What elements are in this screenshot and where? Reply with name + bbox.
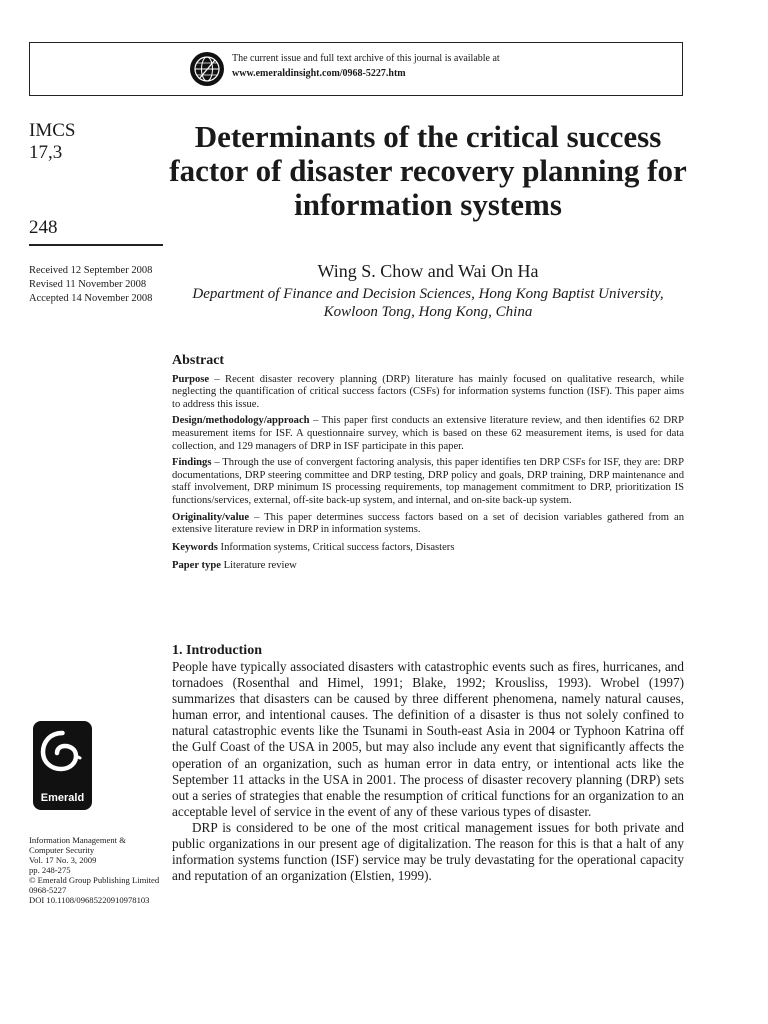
pubinfo-line: 0968-5227 — [29, 885, 67, 895]
section-label: Purpose — [172, 373, 210, 385]
abstract — [172, 355, 684, 573]
pubinfo-line: pp. 248-275 — [29, 865, 71, 875]
journal-url-link[interactable]: www.emeraldinsight.com/0968-5227.htm — [232, 68, 406, 79]
emerald-swirl-icon — [33, 721, 92, 785]
article-title: Determinants of the critical success factor of disaster recovery planning for information systems — [169, 119, 687, 222]
accepted-date: Accepted 14 November 2008 — [29, 293, 153, 304]
section-label: Design/methodology/approach — [172, 415, 310, 427]
journal-citation — [29, 120, 75, 164]
received-date: Received 12 September 2008 — [29, 265, 153, 276]
emerald-logo-text: Emerald — [40, 792, 85, 804]
affiliation-line: Kowloon Tong, Hong Kong, China — [323, 304, 533, 320]
pubinfo-line: Computer Security — [29, 845, 95, 855]
section-label: Findings — [172, 457, 212, 469]
section-heading: 1. Introduction — [172, 643, 262, 658]
banner-notice: The current issue and full text archive of this journal is available at — [232, 53, 500, 64]
abstract-heading: Abstract — [172, 353, 225, 368]
paragraph: People have typically associated disasters with catastrophic events such as fires, hurricanes, and tornadoes (Rosenthal and Himel, 1991; Blake, 1992; Krousliss, 1993). Wrobel (1997) summarizes that disasters can be caused by three different phenomena, namely natural causes, human error, and intentional causes. The definition of a disaster is thus not solely confined to natural catastrophic events like the Tsunami in South-east Asia in 2004 or Typhoon Katrina off the Gulf Coast of the USA in 2005, but may also include any event that significantly affects the operation of an organization, such as human error in data entry, or intentional acts like the September 11 attacks in the USA in 2001. The process of disaster recovery planning (DRP) sets out a series of strategies that enable the resumption of critical functions for an organization to an acceptable level of service in the event of any of these various types of disaster. — [172, 659, 684, 819]
volume-issue: 17,3 — [29, 142, 63, 163]
section-text: – Through the use of convergent factoring analysis, this paper identifies ten DRP CSFs for ISF, they are: DRP documentations, DRP steering committee and DRP testing, DRP policy and goals, DRP training, DRP maintenance and staff involvement, DRP minimum IS processing requirements, top management commitment to DRP, prioritization IS functions/services, external, off-site back-up system, and internal, and on-site back-up system. — [172, 457, 684, 506]
introduction-body — [172, 659, 684, 884]
page-number: 248 — [29, 217, 58, 238]
publication-info — [29, 835, 159, 905]
section-text: – Recent disaster recovery planning (DRP) literature has mainly focused on qualitative research, while neglecting the quantification of critical success factors (CSFs) for information systems function (ISF). This paper aims to address this issue. — [172, 373, 684, 410]
pubinfo-line: Information Management & — [29, 835, 126, 845]
keywords-text: Information systems, Critical success factors, Disasters — [217, 541, 455, 553]
pubinfo-line: Vol. 17 No. 3, 2009 — [29, 855, 97, 865]
pubinfo-line: DOI 10.1108/09685220910978103 — [29, 895, 150, 905]
authors: Wing S. Chow and Wai On Ha — [317, 261, 539, 281]
globe-icon — [190, 52, 224, 86]
keywords — [172, 542, 684, 555]
keywords-label: Keywords — [172, 541, 218, 553]
paper-type — [172, 560, 684, 573]
abstract-design — [172, 415, 684, 453]
emerald-logo — [33, 721, 92, 810]
affiliation — [165, 285, 691, 321]
abstract-findings — [172, 457, 684, 507]
revised-date: Revised 11 November 2008 — [29, 279, 147, 290]
journal-access-banner — [29, 42, 683, 96]
paragraph: DRP is considered to be one of the most critical management issues for both private and public organizations in our present age of digitalization. The reason for this is that a halt of any information systems function (ISF) service may be truly devastating for the operational capacity and reputation of an organization (Elstien, 1999). — [172, 819, 684, 884]
paper-type-label: Paper type — [172, 560, 221, 572]
journal-abbrev: IMCS — [29, 120, 76, 141]
abstract-originality — [172, 512, 684, 537]
pubinfo-line: © Emerald Group Publishing Limited — [29, 875, 160, 885]
abstract-purpose — [172, 374, 684, 412]
section-text: – This paper determines success factors based on a set of decision variables gathered from an extensive literature review in DRP in information systems. — [172, 511, 684, 536]
section-text: – This paper first conducts an extensive literature review, and then identifies 62 DRP measurement items for ISF. A questionnaire survey, which is based on these 62 measurement items, is used for data collection, and 129 managers of DRP in ISF participate in this paper. — [172, 415, 684, 452]
section-label: Originality/value — [172, 511, 250, 523]
affiliation-line: Department of Finance and Decision Sciences, Hong Kong Baptist University, — [192, 286, 664, 302]
article-dates — [29, 264, 152, 306]
divider — [29, 244, 163, 246]
paper-type-text: Literature review — [220, 560, 297, 572]
